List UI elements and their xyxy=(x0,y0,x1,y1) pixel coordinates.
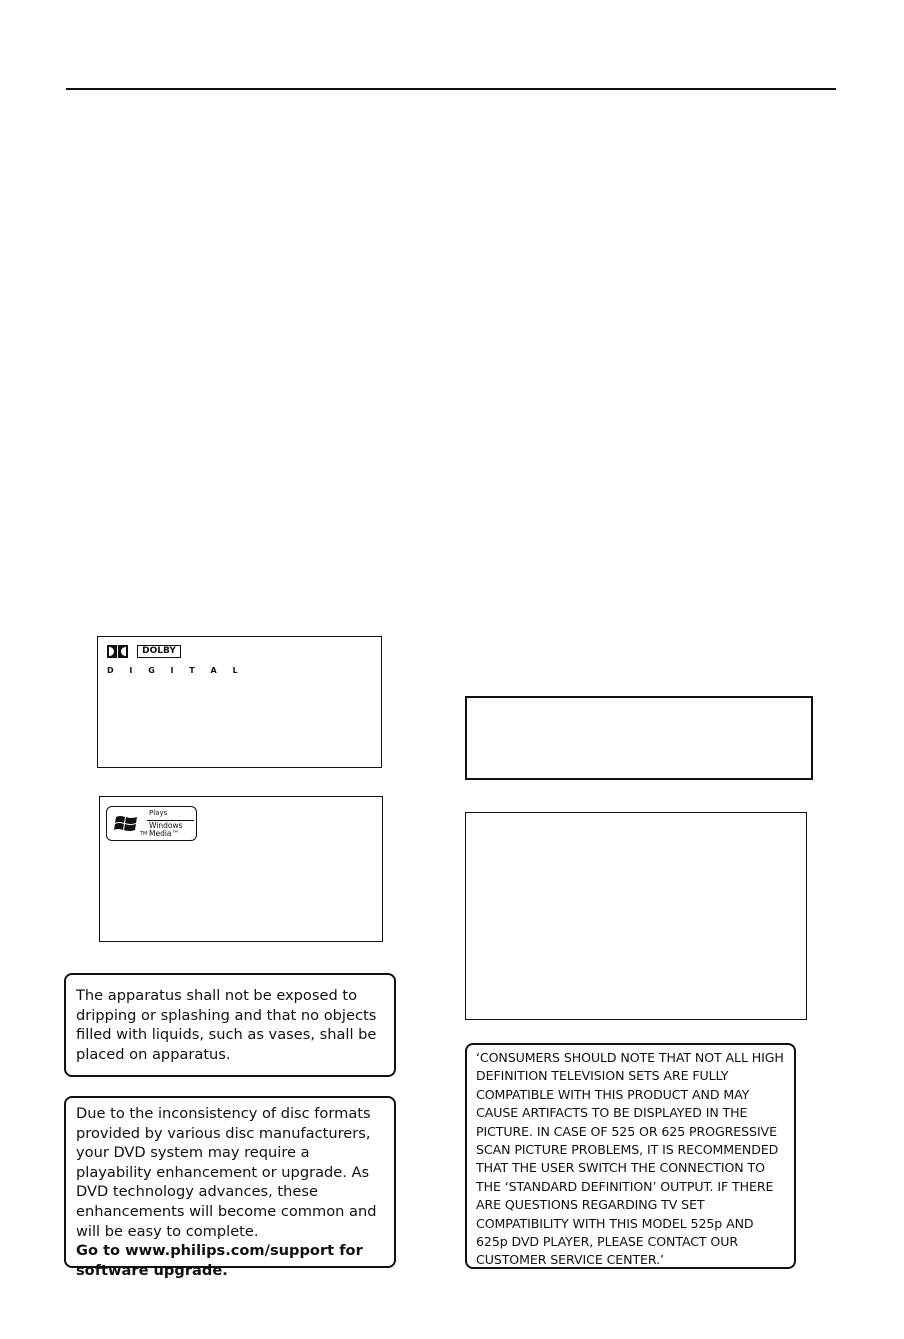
upgrade-link-text: Go to www.philips.com/support for software upgrade. xyxy=(76,1242,363,1279)
right-box-upper xyxy=(465,696,813,780)
dolby-box xyxy=(97,636,382,768)
dripping-notice-text: The apparatus shall not be exposed to dripping or splashing and that no objects filled with liquids, such as vases, shall be placed on apparatus. xyxy=(76,987,377,1063)
disc-formats-notice xyxy=(64,1096,396,1279)
windows-media-box xyxy=(99,796,383,942)
dolby-d-icon xyxy=(107,645,117,658)
windows-media-logo xyxy=(106,806,197,841)
wm-plays: Plays xyxy=(149,809,168,817)
right-box-lower xyxy=(465,812,807,1020)
wm-tm: TM xyxy=(140,831,148,837)
header-rule xyxy=(66,88,836,90)
dripping-notice xyxy=(64,973,396,1077)
dolby-digital-logo xyxy=(107,645,244,675)
dolby-digital-label: D I G I T A L xyxy=(107,666,245,675)
wm-windows: Windows xyxy=(149,821,183,830)
consumers-notice xyxy=(465,1043,796,1269)
dolby-word: DOLBY xyxy=(137,645,181,658)
windows-flag-icon xyxy=(114,814,138,834)
disc-formats-text: Due to the inconsistency of disc formats provided by various disc manufacturers, your DVD system may require a playability enhancement or upgrade. As DVD technology advances, these enhancements will become common and will be easy to complete. xyxy=(76,1105,377,1240)
consumers-notice-text: ‘CONSUMERS SHOULD NOTE THAT NOT ALL HIGH DEFINITION TELEVISION SETS ARE FULLY COMPATIBLE WITH THIS PRODUCT AND MAY CAUSE ARTIFACTS TO BE DISPLAYED IN THE PICTURE. IN CASE OF 525 OR 625 PROGRESSIVE SCAN PICTURE PROBLEMS, IT IS RECOMMENDED THAT THE USER SWITCH THE CONNECTION TO THE ‘STANDARD DEFINITION’ OUTPUT. IF THERE ARE QUESTIONS REGARDING TV SET COMPATIBILITY WITH THIS MODEL 525p AND 625p DVD PLAYER, PLEASE CONTACT OUR CUSTOMER SERVICE CENTER.’ xyxy=(476,1050,784,1268)
dolby-d-reverse-icon xyxy=(118,645,128,658)
wm-media: Media™ xyxy=(149,829,180,838)
